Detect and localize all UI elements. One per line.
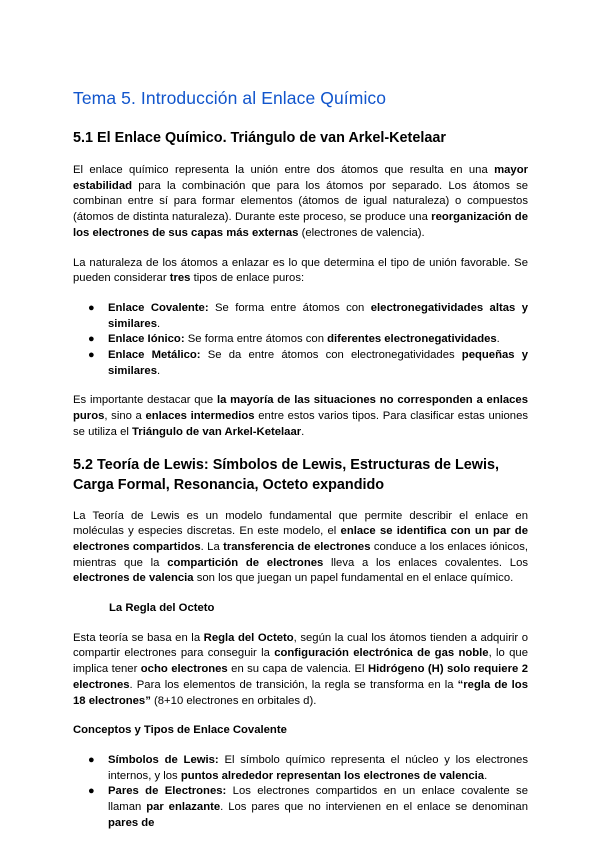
text-run: Se da entre átomos con electronegatividades <box>200 349 462 362</box>
bold-text: par enlazante <box>146 801 221 814</box>
bold-text: pares de <box>108 816 155 829</box>
bullet-icon: ● <box>88 301 95 314</box>
text-run: , según la cual los átomos tienden a adquirir o compartir electrones para conseguir la <box>73 631 528 660</box>
bold-text: puntos alrededor representan los electrones de valencia <box>180 769 485 782</box>
text-run: lleva a los enlaces covalentes. Los <box>323 556 528 569</box>
bullet-list <box>73 301 528 380</box>
text-run: La naturaleza de los átomos a enlazar es lo que determina el tipo de unión favorable. Se pueden considerar <box>73 256 528 285</box>
bold-text: ocho electrones <box>140 663 228 676</box>
text-run: . Los pares que no intervienen en el enlace se denominan <box>220 801 528 814</box>
bold-text: electronegatividades altas y similares <box>108 301 528 330</box>
bold-text: Regla del Octeto <box>203 631 294 644</box>
bold-text: Pares de Electrones: <box>108 785 227 798</box>
bullet-list <box>73 753 528 832</box>
text-run: Esta teoría se basa en la <box>73 631 204 644</box>
text-run: Se forma entre átomos con <box>208 301 371 314</box>
text-run: El enlace químico representa la unión entre dos átomos que resulta en una <box>73 164 495 176</box>
paragraph <box>73 631 528 710</box>
text-run: . <box>301 425 305 438</box>
list-item <box>88 301 528 332</box>
text-run: conduce a los enlaces iónicos, mientras que la <box>73 540 528 569</box>
text-run: son los que juegan un papel fundamental en el enlace químico. <box>193 572 514 585</box>
text-run: tipos de enlace puros: <box>190 272 305 285</box>
text-run: La Teoría de Lewis es un modelo fundamental que permite describir el enlace en moléculas y especies discretas. En este modelo, el <box>73 509 528 538</box>
bold-text: compartición de electrones <box>167 556 324 569</box>
text-run: . <box>157 364 161 377</box>
bold-text: pequeñas y similares <box>108 349 528 377</box>
bullet-icon: ● <box>88 753 95 766</box>
text-run: Los electrones compartidos en un enlace covalente se llaman <box>108 785 528 814</box>
text-run: , sino a <box>104 410 146 423</box>
text-run: (8+10 electrones en orbitales d). <box>150 694 317 707</box>
bold-text: Símbolos de Lewis: <box>108 753 219 766</box>
text-run: en su capa de valencia. El <box>227 663 368 676</box>
paragraph <box>73 393 528 440</box>
text-run: Es importante destacar que <box>73 394 217 407</box>
bold-text: “regla de los 18 electrones” <box>73 678 528 707</box>
document-title: Tema 5. Introducción al Enlace Químico <box>73 88 387 108</box>
bold-text: enlaces intermedios <box>145 410 255 423</box>
text-run: para la combinación que para los átomos por separado. Los átomos se combinan entre sí para formar elementos (átomos de igual naturaleza) o compuestos (átomos de distinta naturaleza). Durante este proceso, se produce una <box>73 179 528 224</box>
subheading-regla-octeto: La Regla del Octeto <box>109 602 215 615</box>
bold-text: configuración electrónica de gas noble <box>274 647 489 660</box>
text-run: Se forma entre átomos con <box>184 333 328 346</box>
bold-text: reorganización de los electrones de sus capas más externas <box>73 211 528 239</box>
bold-text: transferencia de electrones <box>223 540 371 553</box>
list-item <box>88 332 528 348</box>
bold-text: Triángulo de van Arkel-Ketelaar <box>132 425 302 438</box>
page-content <box>73 88 528 846</box>
text-run: . Para los elementos de transición, la regla se transforma en la <box>129 678 458 691</box>
text-run: . <box>496 333 500 346</box>
text-run: entre estos varios tipos. Para clasificar estas uniones se utiliza el <box>73 410 529 438</box>
bold-text: la mayoría de las situaciones no corresponden a enlaces puros <box>73 394 528 423</box>
paragraph <box>73 509 528 588</box>
text-run: El símbolo químico representa el núcleo y los electrones internos, y los <box>108 753 528 782</box>
text-run: . <box>157 317 161 330</box>
list-item <box>88 753 528 784</box>
bold-text: diferentes electronegatividades <box>327 333 497 346</box>
bold-text: Enlace Iónico: <box>108 333 185 346</box>
text-run: (electrones de valencia). <box>298 226 425 239</box>
text-run: . La <box>200 540 224 553</box>
bold-text: electrones de valencia <box>73 572 194 585</box>
text-run: , lo que implica tener <box>73 647 528 676</box>
paragraph <box>73 163 528 242</box>
bold-text: Hidrógeno (H) solo requiere 2 electrones <box>73 663 528 691</box>
section-heading-5-1: 5.1 El Enlace Químico. Triángulo de van Arkel-Ketelaar <box>73 130 446 146</box>
bullet-icon: ● <box>88 349 95 362</box>
subheading-conceptos: Conceptos y Tipos de Enlace Covalente <box>73 724 287 737</box>
bold-text: Enlace Metálico: <box>108 349 201 362</box>
bold-text: Enlace Covalente: <box>108 301 209 314</box>
bullet-icon: ● <box>88 333 95 346</box>
text-run: . <box>484 769 488 782</box>
bold-text: enlace se identifica con un par de electrones compartidos <box>73 525 528 553</box>
bold-text: mayor estabilidad <box>73 164 528 192</box>
bold-text: tres <box>169 272 191 285</box>
bullet-icon: ● <box>88 785 95 798</box>
section-heading-5-2: 5.2 Teoría de Lewis: Símbolos de Lewis, Estructuras de Lewis, Carga Formal, Resonancia, Octeto expandido <box>73 456 499 493</box>
paragraph <box>73 256 528 287</box>
list-item <box>88 784 528 831</box>
list-item <box>88 348 528 379</box>
